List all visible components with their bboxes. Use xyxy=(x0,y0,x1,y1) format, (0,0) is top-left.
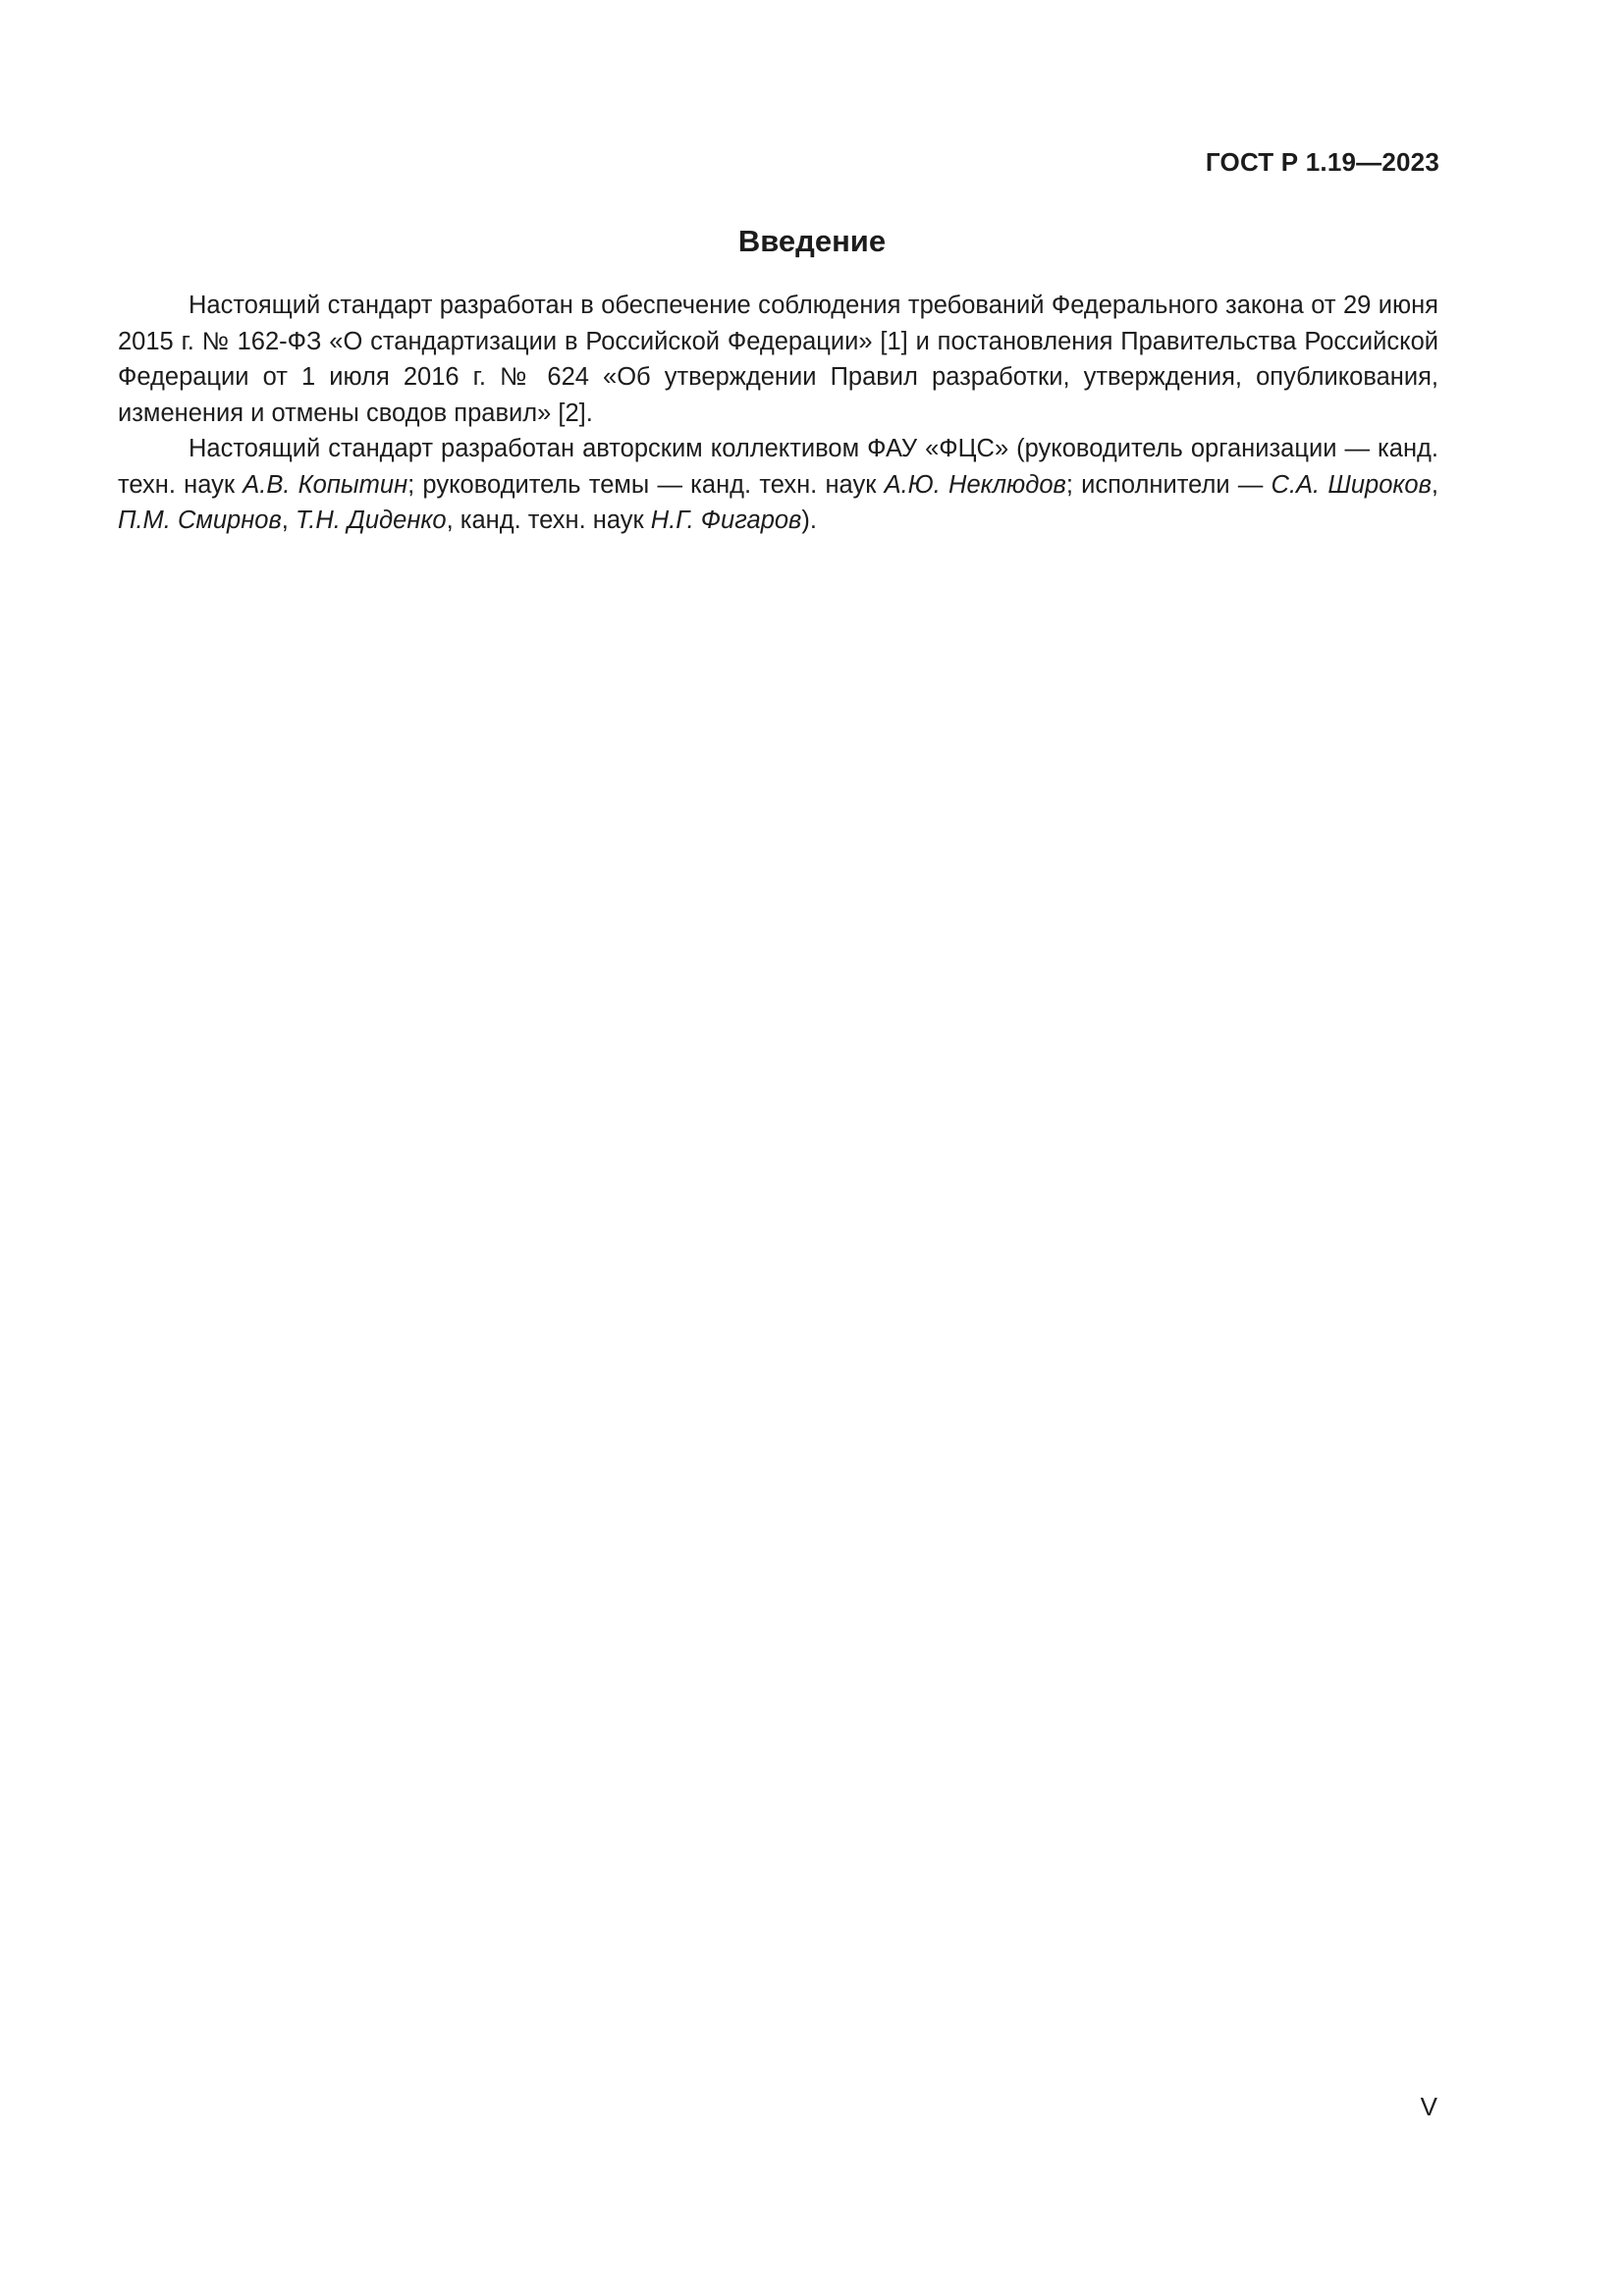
body-text xyxy=(118,288,1438,539)
paragraph-2-text: , канд. техн. наук xyxy=(446,507,651,534)
person-name: А.Ю. Неклюдов xyxy=(884,470,1066,499)
paragraph-2-text: , xyxy=(1431,470,1438,499)
person-name: Т.Н. Диденко xyxy=(295,507,447,534)
paragraph-2 xyxy=(118,431,1438,539)
page-number: V xyxy=(1420,2092,1437,2121)
paragraph-2-text: ; исполнители — xyxy=(1065,470,1272,499)
person-name: А.В. Копытин xyxy=(243,470,408,499)
paragraph-2-text: ). xyxy=(801,507,817,534)
section-title: Введение xyxy=(737,224,887,258)
person-name: Н.Г. Фигаров xyxy=(650,507,802,534)
document-code: ГОСТ Р 1.19—2023 xyxy=(1205,147,1439,177)
paragraph-2-text: Настоящий стандарт разработан авторским коллективом ФАУ «ФЦС» (руководитель организации — канд. техн. наук xyxy=(118,435,1438,499)
paragraph-2-text: ; руководитель темы — канд. техн. наук xyxy=(407,470,885,499)
paragraph-1: Настоящий стандарт разработан в обеспечение соблюдения требований Федерального закона от 29 июня 2015 г. № 162-ФЗ «О стандартизации в Российской Федерации» [1] и постановления Правительства Российской Федерации от 1 июля 2016 г. № 624 «Об утверждении Правил разработки, утверждения, опубликования, изменения и отмены сводов правил» [2]. xyxy=(118,292,1438,427)
person-name: С.А. Широков xyxy=(1271,470,1432,499)
paragraph-2-text: , xyxy=(281,507,296,534)
person-name: П.М. Смирнов xyxy=(118,507,282,534)
